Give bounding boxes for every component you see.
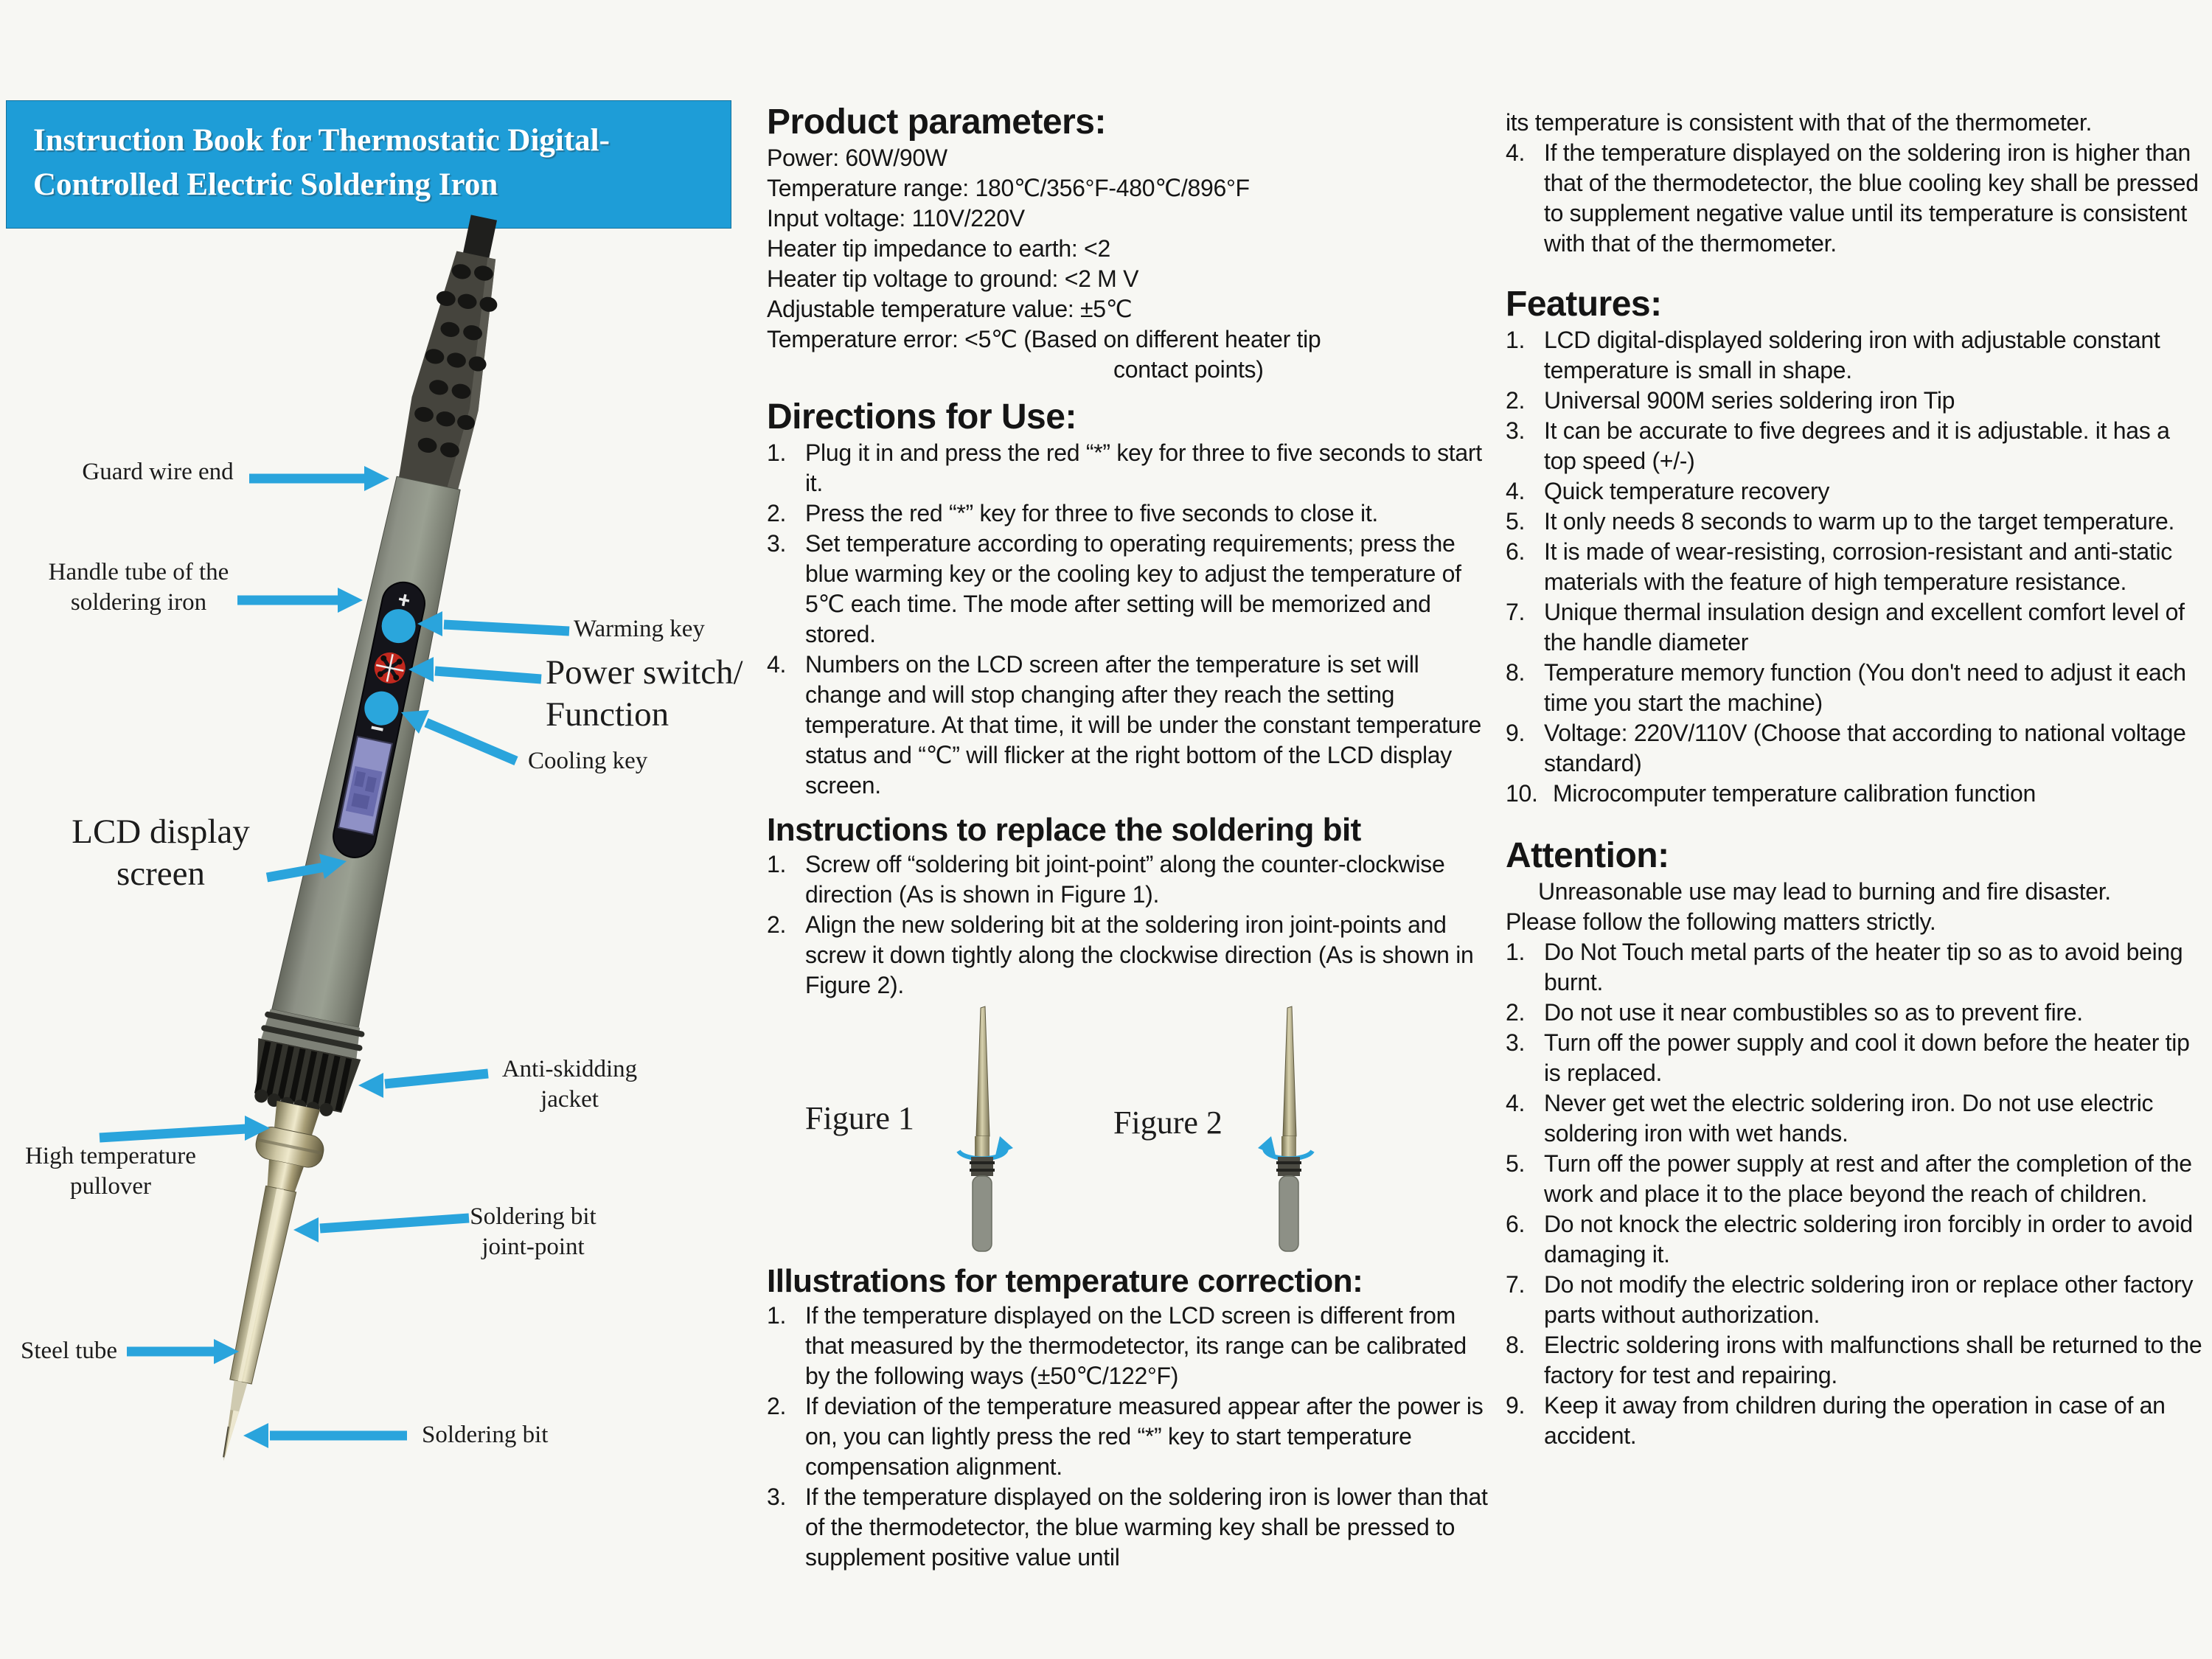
attention-item: 2. Do not use it near combustibles so as to prevent fire. (1506, 999, 2083, 1026)
param-temp-range: Temperature range: 180℃/356°F-480℃/896°F (767, 175, 1250, 201)
attention-item: 5. Turn off the power supply at rest and after the completion of the work and place it to the place beyond the reach of children. (1506, 1150, 2192, 1207)
label-cooling-key: Cooling key (528, 748, 648, 774)
feature-item: 7. Unique thermal insulation design and excellent comfort level of the handle diameter (1506, 599, 2185, 655)
figure-1-label: Figure 1 (805, 1100, 914, 1136)
attention-item: 6. Do not knock the electric soldering iron forcibly in order to avoid damaging it. (1506, 1211, 2193, 1267)
attention-item: 3. Turn off the power supply and cool it down before the heater tip is replaced. (1506, 1029, 2190, 1086)
title-line-2: Controlled Electric Soldering Iron (33, 167, 498, 202)
arrow-soldering-bit (243, 1423, 407, 1448)
feature-item: 10. Microcomputer temperature calibration function (1506, 780, 2036, 807)
correction-item: 3. If the temperature displayed on the soldering iron is lower than that of the thermodetector, the blue warming key shall be pressed to supplement positive value until (767, 1484, 1488, 1571)
arrow-steel-tube (127, 1339, 239, 1364)
correction-heading: Illustrations for temperature correction: (767, 1263, 1363, 1299)
arrow-soldering-bit-joint (293, 1217, 469, 1242)
attention-item: 1. Do Not Touch metal parts of the heater tip so as to avoid being burnt. (1506, 939, 2183, 995)
label-guard-wire-end: Guard wire end (82, 459, 234, 485)
label-lcd-display: LCD display screen (72, 813, 250, 893)
label-soldering-bit-joint: Soldering bit joint-point (470, 1203, 597, 1260)
param-impedance: Heater tip impedance to earth: <2 (767, 235, 1110, 262)
figure-2-label: Figure 2 (1113, 1105, 1222, 1141)
figure-1-image (948, 1005, 1016, 1259)
label-power-switch: Power switch/ Function (546, 653, 743, 734)
arrow-handle-tube (237, 588, 363, 613)
label-warming-key: Warming key (574, 616, 705, 642)
label-high-temp-pullover: High temperature pullover (25, 1143, 196, 1200)
right-column (1506, 108, 2206, 1451)
figure-2-image (1255, 1005, 1323, 1259)
attention-item: 7. Do not modify the electric soldering iron or replace other factory parts without authorization. (1506, 1271, 2194, 1328)
directions-heading: Directions for Use: (767, 397, 1077, 437)
product-parameters-heading: Product parameters: (767, 102, 1106, 142)
correction-continuation: its temperature is consistent with that of the thermometer. (1506, 109, 2093, 136)
directions-item: 4. Numbers on the LCD screen after the temperature is set will change and will stop changing after they reach the setting temperature. At that time, it will be under the constant temperature status and “℃” will flicker at the right bottom of the LCD display screen. (767, 651, 1481, 799)
feature-item: 6. It is made of wear-resisting, corrosion-resistant and anti-static materials with the feature of high temperature resistance. (1506, 538, 2172, 595)
middle-column (767, 102, 1493, 1573)
arrow-power-switch (408, 657, 541, 682)
feature-item: 3. It can be accurate to five degrees and it is adjustable. it has a top speed (+/-) (1506, 417, 2170, 474)
param-tip-voltage: Heater tip voltage to ground: <2 M V (767, 265, 1139, 292)
label-soldering-bit: Soldering bit (422, 1422, 549, 1448)
attention-item: 8. Electric soldering irons with malfunctions shall be returned to the factory for test and repairing. (1506, 1332, 2202, 1388)
figures-row (767, 1005, 1493, 1259)
high-temp-pullover-part (248, 1099, 332, 1196)
arrow-cooling-key (401, 710, 516, 761)
arrow-warming-key (417, 611, 569, 636)
param-adjustable: Adjustable temperature value: ±5℃ (767, 296, 1133, 322)
arrow-guard-wire-end (249, 466, 389, 491)
correction-item: 2. If deviation of the temperature measured appear after the power is on, you can lightly press the red “*” key to start temperature compensation alignment. (767, 1393, 1484, 1480)
soldering-bit-part (218, 1380, 247, 1462)
label-anti-skidding: Anti-skidding jacket (501, 1056, 638, 1113)
label-handle-tube: Handle tube of the soldering iron (48, 559, 229, 616)
correction-item: 1. If the temperature displayed on the LCD screen is different from that measured by the thermodetector, its range can be calibrated by the following ways (±50℃/122°F) (767, 1302, 1467, 1389)
steel-tube-part (226, 1186, 296, 1385)
feature-item: 8. Temperature memory function (You don't need to adjust it each time you start the machine) (1506, 659, 2186, 716)
label-steel-tube: Steel tube (21, 1338, 118, 1364)
replace-bit-heading: Instructions to replace the soldering bit (767, 812, 1361, 848)
param-input-voltage: Input voltage: 110V/220V (767, 205, 1025, 232)
feature-item: 1. LCD digital-displayed soldering iron with adjustable constant temperature is small in shape. (1506, 327, 2160, 383)
title-line-1: Instruction Book for Thermostatic Digital- (33, 123, 610, 158)
param-error: Temperature error: <5℃ (Based on different heater tip (767, 326, 1321, 352)
attention-item: 9. Keep it away from children during the operation in case of an accident. (1506, 1392, 2166, 1449)
attention-heading: Attention: (1506, 836, 1669, 875)
directions-item: 1. Plug it in and press the red “*” key for three to five seconds to start it. (767, 439, 1482, 496)
feature-item: 5. It only needs 8 seconds to warm up to the target temperature. (1506, 508, 2175, 535)
attention-intro-1: Unreasonable use may lead to burning and fire disaster. (1538, 878, 2111, 905)
feature-item: 2. Universal 900M series soldering iron Tip (1506, 387, 1955, 414)
guard-wire-boot (395, 248, 509, 490)
param-power: Power: 60W/90W (767, 145, 947, 171)
directions-item: 3. Set temperature according to operating requirements; press the blue warming key or the cooling key to adjust the temperature of 5℃ each time. The mode after setting will be memorized and stored. (767, 530, 1461, 647)
replace-bit-item: 2. Align the new soldering bit at the soldering iron joint-points and screw it down tightly along the clockwise direction (As is shown in Figure 2). (767, 911, 1474, 998)
attention-intro-2: Please follow the following matters strictly. (1506, 908, 1936, 935)
directions-item: 2. Press the red “*” key for three to five seconds to close it. (767, 500, 1379, 526)
param-error-cont: contact points) (1113, 356, 1264, 383)
replace-bit-item: 1. Screw off “soldering bit joint-point” along the counter-clockwise direction (As is shown in Figure 1). (767, 851, 1445, 908)
correction-item-4: 4. If the temperature displayed on the soldering iron is higher than that of the thermodetector, the blue cooling key shall be pressed to supplement negative value until its temperature is consistent with that of the thermometer. (1506, 139, 2199, 257)
features-heading: Features: (1506, 285, 1662, 324)
feature-item: 9. Voltage: 220V/110V (Choose that according to national voltage standard) (1506, 720, 2186, 776)
arrow-anti-skidding (358, 1073, 488, 1098)
attention-item: 4. Never get wet the electric soldering iron. Do not use electric soldering iron with wet hands. (1506, 1090, 2154, 1147)
feature-item: 4. Quick temperature recovery (1506, 478, 1830, 504)
arrow-high-temp-pullover (100, 1116, 270, 1141)
